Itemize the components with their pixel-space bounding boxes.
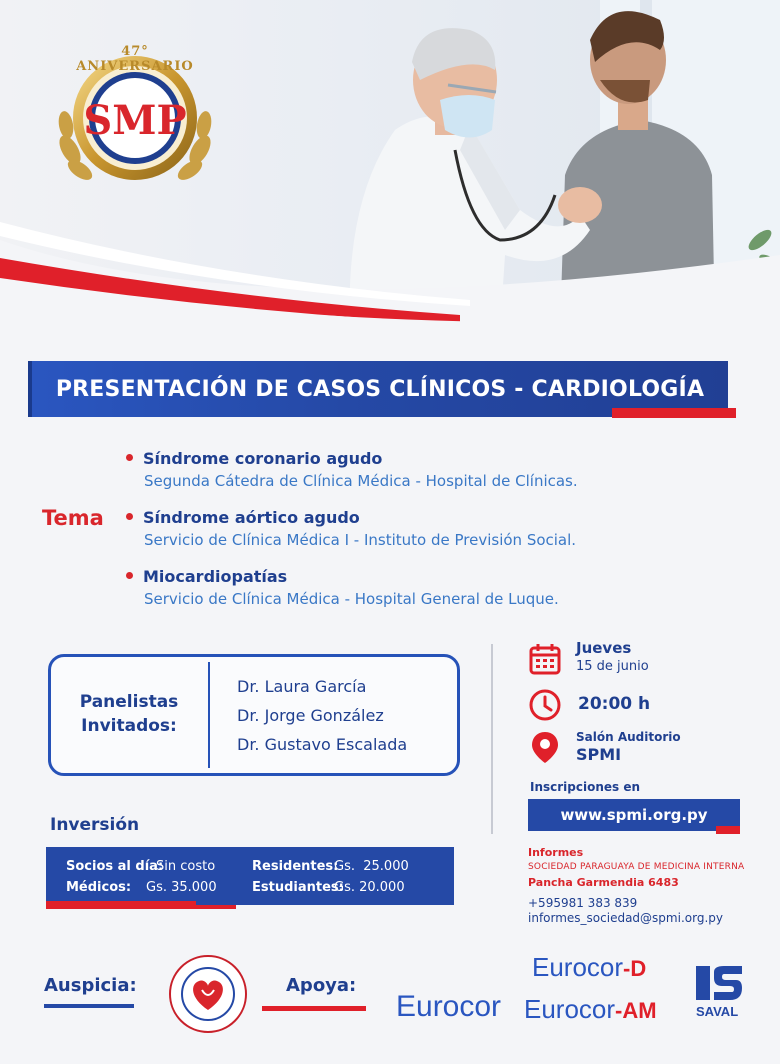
panelists-label: Panelistas Invitados: — [79, 692, 179, 736]
title-red-accent — [612, 408, 736, 418]
investment-red-accent — [196, 905, 236, 909]
saval-logo-icon — [694, 964, 746, 1004]
location-pin-icon — [528, 730, 562, 764]
topic-title: Miocardiopatías — [126, 566, 559, 588]
topic-item — [126, 566, 559, 610]
panelist-name: Dr. Jorge González — [237, 706, 384, 725]
bullet-icon — [126, 513, 133, 520]
investment-red-accent — [46, 901, 196, 909]
event-title: PRESENTACIÓN DE CASOS CLÍNICOS - CARDIOLOGÍA — [55, 376, 705, 402]
anniversary-text: 47° ANIVERSARIO — [76, 44, 194, 74]
contact-label: Informes — [528, 846, 584, 859]
investment-box — [46, 847, 454, 905]
topic-subtitle: Servicio de Clínica Médica I - Instituto de Previsión Social. — [144, 531, 577, 549]
hero-banner — [0, 0, 780, 330]
investment-key: Residentes: — [252, 859, 339, 874]
website-red-accent — [716, 826, 740, 834]
venue-label: Salón Auditorio — [576, 730, 681, 744]
auspicia-label: Auspicia: — [44, 975, 137, 996]
event-time: 20:00 h — [578, 694, 651, 714]
brand-eurocor: Eurocor — [396, 990, 502, 1023]
heart-society-seal-icon — [168, 954, 248, 1034]
bullet-icon — [126, 572, 133, 579]
phone-number[interactable]: +595981 383 839 — [528, 896, 638, 910]
topic-item — [126, 448, 578, 492]
investment-key: Médicos: — [66, 880, 132, 895]
address: Pancha Garmendia 6483 — [528, 876, 679, 889]
brand-eurocor-am: Eurocor-AM — [524, 994, 657, 1024]
topic-title: Síndrome aórtico agudo — [126, 507, 576, 529]
investment-key: Estudiantes: — [252, 880, 344, 895]
investment-key: Socios al día: — [66, 859, 164, 874]
topic-subtitle: Segunda Cátedra de Clínica Médica - Hospital de Clínicas. — [144, 472, 578, 490]
clock-icon — [528, 688, 562, 722]
auspicia-underline — [44, 1004, 134, 1008]
panelists-divider — [208, 662, 210, 768]
brand-eurocor-d: Eurocor-D — [532, 952, 647, 982]
website-url: www.spmi.org.py — [560, 806, 708, 824]
investment-value: Sin costo — [156, 859, 216, 874]
svg-text:SMP: SMP — [83, 97, 187, 144]
investment-value: Gs. 35.000 — [146, 880, 217, 895]
tema-label: Tema — [42, 506, 104, 530]
panelist-name: Dr. Laura García — [237, 677, 367, 696]
topic-subtitle: Servicio de Clínica Médica - Hospital General de Luque. — [144, 590, 559, 608]
registration-label: Inscripciones en — [530, 780, 641, 794]
apoya-label: Apoya: — [286, 975, 357, 996]
website-link[interactable] — [528, 799, 740, 831]
saval-name: SAVAL — [696, 1004, 739, 1019]
topic-item — [126, 507, 576, 551]
column-separator — [491, 644, 493, 834]
event-date: 15 de junio — [576, 659, 649, 674]
panelist-name: Dr. Gustavo Escalada — [237, 735, 408, 754]
investment-value: Gs. 20.000 — [334, 880, 405, 895]
topic-title: Síndrome coronario agudo — [126, 448, 578, 470]
investment-value: Gs. 25.000 — [334, 859, 409, 874]
investment-label: Inversión — [50, 815, 140, 835]
apoya-underline — [262, 1006, 366, 1011]
email-address[interactable]: informes_sociedad@spmi.org.py — [528, 911, 723, 925]
organization-name: SOCIEDAD PARAGUAYA DE MEDICINA INTERNA — [528, 862, 745, 872]
venue-name: SPMI — [576, 745, 622, 764]
calendar-icon — [528, 642, 562, 676]
event-day: Jueves — [576, 639, 632, 657]
bullet-icon — [126, 454, 133, 461]
